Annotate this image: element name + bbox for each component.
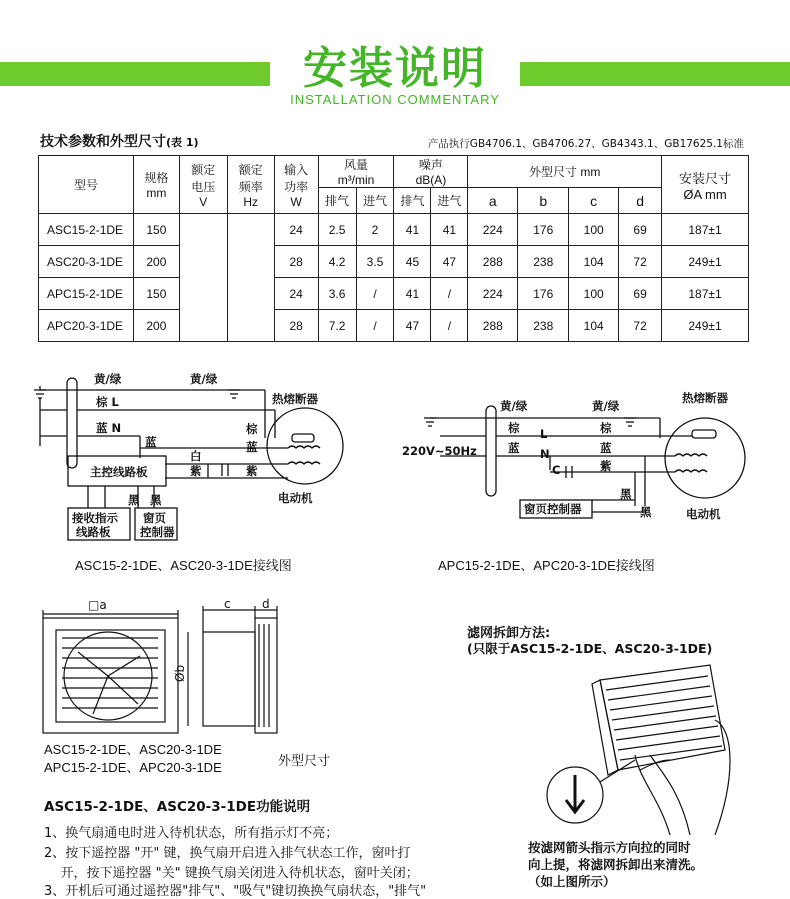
filter-title: 滤网拆卸方法:: [467, 626, 551, 641]
table-row: ASC15-2-1DE 150 24 2.5 2 41 41 224 176 100 69 187±1: [39, 214, 749, 246]
outline-models: ASC15-2-1DE、ASC20-3-1DE APC15-2-1DE、APC20-3-1DE: [44, 742, 222, 775]
label-brown: 棕: [508, 421, 520, 435]
th-exhaust: 排气: [318, 188, 356, 214]
label-purple: 紫: [246, 464, 258, 478]
th-frequency: 额定 频率 Hz: [227, 156, 274, 214]
label-louver: 窗页控制器: [524, 502, 582, 516]
function-item: 1、换气扇通电时进入待机状态，所有指示灯不亮；: [44, 826, 339, 841]
label-blue: 蓝: [508, 441, 520, 455]
table-row: APC15-2-1DE 150 24 3.6 / 41 / 224 176 100 69 187±1: [39, 278, 749, 310]
th-airflow: 风量 m³/min: [318, 156, 394, 188]
filter-subtitle: (只限于ASC15-2-1DE、ASC20-3-1DE): [467, 641, 713, 656]
standards-text: 产品执行GB4706.1、GB4706.27、GB4343.1、GB17625.1标准: [427, 138, 744, 150]
outline-caption: 外型尺寸: [278, 753, 331, 768]
label-l: L: [540, 427, 548, 441]
label-yellow-green: 黄/绿: [94, 372, 122, 386]
label-receiver: 接收指示: [72, 511, 118, 525]
outline-drawing: [38, 596, 298, 741]
label-motor: 电动机: [278, 491, 313, 505]
function-item: 开，按下遥控器 "关" 键换气扇关闭进入待机状态，窗叶关闭；: [44, 866, 419, 881]
label-blue: 蓝: [600, 441, 612, 455]
label-supply: 220V~50Hz: [402, 444, 477, 458]
label-black: 黑: [150, 493, 162, 507]
function-item: 3、开机后可通过遥控器"排气"、"吸气"键切换换气扇状态，"排气": [44, 884, 427, 899]
label-yellow-green: 黄/绿: [190, 372, 218, 386]
th-intake: 进气: [356, 188, 394, 214]
th-dim-b: b: [518, 188, 569, 214]
ground-icon: [424, 418, 436, 426]
label-motor: 电动机: [686, 507, 721, 521]
label-purple: 紫: [600, 459, 612, 473]
label-n: N: [540, 447, 550, 461]
label-brown-l: 棕 L: [96, 395, 119, 409]
label-louver: 窗页: [143, 511, 166, 525]
page-title: 安装说明: [303, 43, 487, 94]
spec-table: [38, 155, 749, 342]
table-title-main: 技术参数和外型尺寸: [40, 134, 166, 150]
label-blue: 蓝: [246, 440, 258, 454]
ground-icon: [624, 418, 636, 426]
frequency-cell: [227, 214, 274, 342]
th-intake: 进气: [431, 188, 468, 214]
filter-note: 向上提，将滤网拆卸出来清洗。: [528, 857, 704, 872]
th-power: 输入 功率 W: [274, 156, 318, 214]
table-title-note: (表 1): [166, 136, 199, 149]
th-dimensions: 外型尺寸 mm: [468, 156, 662, 188]
th-exhaust: 排气: [394, 188, 431, 214]
label-fuse: 热熔断器: [272, 392, 318, 406]
function-title: ASC15-2-1DE、ASC20-3-1DE功能说明: [44, 799, 311, 815]
label-white: 白: [190, 449, 202, 463]
label-receiver: 线路板: [76, 525, 111, 539]
label-c: C: [552, 463, 561, 477]
th-noise: 噪声 dB(A): [394, 156, 468, 188]
label-blue-n: 蓝 N: [96, 421, 122, 435]
wiring-right-caption: APC15-2-1DE、APC20-3-1DE接线图: [438, 558, 655, 573]
voltage-cell: [179, 214, 227, 342]
page-subtitle: INSTALLATION COMMENTARY: [290, 92, 500, 107]
label-louver: 控制器: [140, 525, 175, 539]
table-row: ASC20-3-1DE 200 28 4.2 3.5 45 47 288 238 104 72 249±1: [39, 246, 749, 278]
label-purple: 紫: [190, 464, 202, 478]
label-black: 黑: [128, 493, 140, 507]
wiring-diagram-left: [30, 368, 370, 550]
label-brown: 棕: [600, 421, 612, 435]
page-header: [0, 0, 790, 115]
th-install: 安装尺寸 ØA mm: [662, 156, 749, 214]
th-dim-a: a: [468, 188, 518, 214]
table-title: [40, 131, 199, 151]
label-black: 黑: [640, 505, 652, 519]
label-black: 黑: [620, 487, 632, 501]
label-dim-a: □a: [88, 598, 107, 612]
label-fuse: 热熔断器: [682, 391, 728, 405]
filter-note: 按滤网箭头指示方向拉的同时: [528, 840, 691, 855]
table-row: APC20-3-1DE 200 28 7.2 / 47 / 288 238 104 72 249±1: [39, 310, 749, 342]
th-voltage: 额定 电压 V: [179, 156, 227, 214]
label-dim-c: c: [224, 597, 231, 611]
ground-icon: [228, 390, 240, 398]
th-model: 型号: [39, 156, 134, 214]
th-spec: 规格 mm: [133, 156, 179, 214]
th-dim-d: d: [619, 188, 662, 214]
function-item: 2、按下遥控器 "开" 键，换气扇开启进入排气状态工作，窗叶打: [44, 846, 411, 861]
wiring-diagram-right: [400, 388, 775, 538]
th-dim-c: c: [569, 188, 619, 214]
label-dim-b: Øb: [173, 664, 187, 682]
label-blue: 蓝: [145, 435, 157, 449]
label-main-board: 主控线路板: [90, 465, 148, 479]
ground-icon: [34, 386, 46, 398]
wiring-left-caption: ASC15-2-1DE、ASC20-3-1DE接线图: [75, 558, 292, 573]
filter-note: （如上图所示）: [528, 874, 616, 889]
label-yellow-green: 黄/绿: [592, 399, 620, 413]
label-yellow-green: 黄/绿: [500, 399, 528, 413]
label-brown: 棕: [246, 422, 258, 436]
label-dim-d: d: [262, 597, 270, 611]
filter-illustration: [540, 660, 740, 835]
